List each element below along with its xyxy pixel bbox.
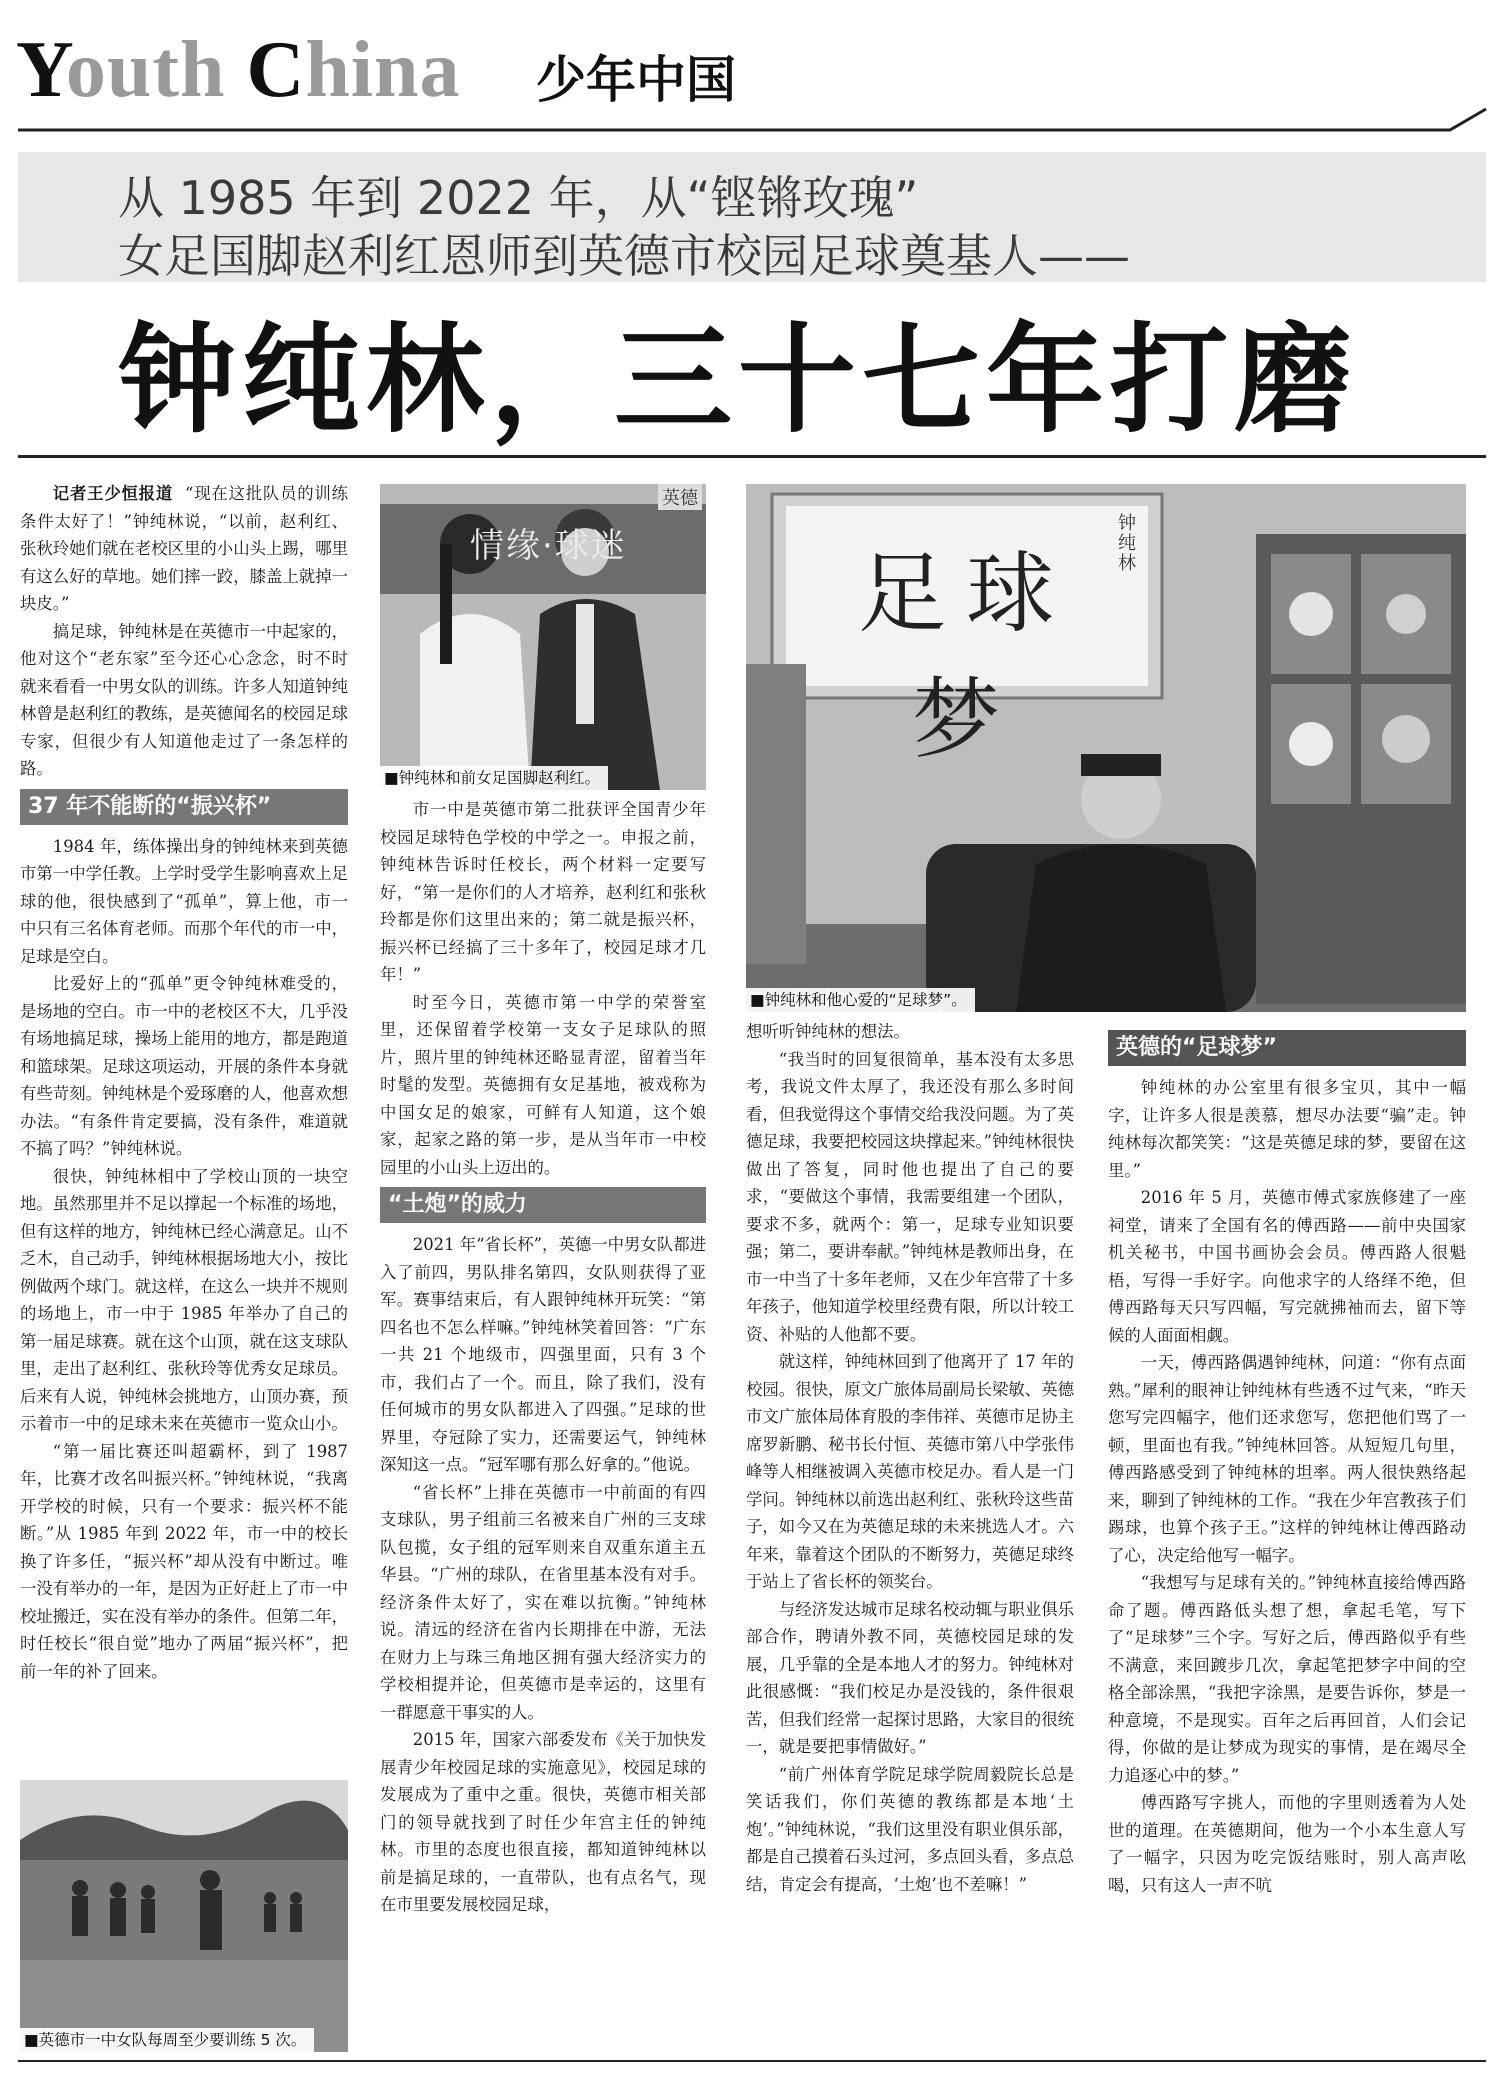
paragraph: 很快，钟纯林相中了学校山顶的一块空地。虽然那里并不足以撑起一个标准的场地，但有这样的地方，钟纯林已经心满意足。山不乏木，自己动手，钟纯林根据场地大小，按比例做两个球门。就这样，在这么一块并不规则的场地上，市一中于 1985 年举办了自己的第一届足球赛。就在这个山顶，就在这支球队里，走出了赵利红、张秋玲等优秀女足球员。后来有人说，钟纯林会挑地方，山顶办赛，预示着市一中的足球未来在英德市一览众山小。 xyxy=(20,1166,348,1433)
photo-caption: ■英德市一中女队每周至少要训练 5 次。 xyxy=(20,2028,314,2052)
photo-caption: ■钟纯林和前女足国脚赵利红。 xyxy=(380,766,608,790)
photo-backdrop-text: 情缘·球迷 xyxy=(470,526,627,566)
photo-office-calligraphy xyxy=(746,484,1466,1012)
paragraph: 2021 年“省长杯”，英德一中男女队都进入了前四，男队排名第四，女队则获得了亚军。赛事结束后，有人跟钟纯林开玩笑：“第四名也不怎么样嘛。”钟纯林笑着回答：“广东一共 21 个地级市，四强里面，只有 3 个市，我们占了一个。而且，除了我们，没有任何城市的男女队都进入了四强。”足球的世界里，夺冠除了实力，还需要运气，钟纯林深知这一点。“冠军哪有那么好拿的。”他说。 xyxy=(380,1235,706,1474)
masthead-word-hina: hina xyxy=(305,26,461,114)
paragraph: “我想写与足球有关的。”钟纯林直接给傅西路命了题。傅西路低头想了想，拿起毛笔，写下了“足球梦”三个字。写好之后，傅西路似乎有些不满意，来回踱步几次，拿起笔把梦字中间的空格全部涂黑，“我把字涂黑，是要告诉你，梦是一种意境，不是现实。百年之后再回首，人们会记得，你做的是让梦成为现实的事情，是在竭尽全力追逐心中的梦。” xyxy=(1108,1573,1466,1785)
paragraph: “我当时的回复很简单，基本没有太多思考，我说文件太厚了，我还没有那么多时间看，但我觉得这个事情交给我没问题。为了英德足球，我要把校园这块撑起来。”钟纯林很快做出了答复，同时他也提出了自己的要求，“要做这个事情，我需要组建一个团队，要求不多，就两个：第一，足球专业知识要强；第二，要讲奉献。”钟纯林是教师出身，在市一中当了十多年老师，又在少年宫带了十多年孩子，他知道学校里经费有限，所以计较工资、补贴的人他都不要。 xyxy=(746,1049,1074,1344)
section-heading: “土炮”的威力 xyxy=(380,1187,706,1223)
paragraph: 比爱好上的“孤单”更令钟纯林难受的，是场地的空白。市一中的老校区不大，几乎没有场地搞足球，操场上能用的地方，都是跑道和篮球架。足球这项运动，开展的条件本身就有些苛刻。钟纯林是个爱琢磨的人，他喜欢想办法。“有条件肯定要搞，没有条件，难道就不搞了吗？”钟纯林说。 xyxy=(20,974,348,1158)
masthead-title-cn: 少年中国 xyxy=(536,51,736,109)
headline: 钟纯林，三十七年打磨 xyxy=(118,311,1359,449)
paragraph: 1984 年，练体操出身的钟纯林来到英德市第一中学任教。上学时受学生影响喜欢上足球的他，很快感到了“孤单”，算上他，市一中只有三名体育老师。而那个年代的市一中，足球是空白。 xyxy=(20,836,348,966)
footer-rule xyxy=(18,2060,1486,2062)
article-column-2 xyxy=(380,796,706,1919)
paragraph xyxy=(20,480,348,618)
article-column-3 xyxy=(746,1018,1074,1898)
masthead-letter-y: Y xyxy=(16,26,66,114)
deck-line-1: 从 1985 年到 2022 年，从“铿锵玫瑰” xyxy=(118,171,919,225)
paragraph: “第一届比赛还叫超霸杯，到了 1987 年，比赛才改名叫振兴杯。”钟纯林说，“我离开学校的时候，只有一个要求：振兴杯不能断。”从 1985 年到 2022 年，市一中的校长换了许多任，“振兴杯”却从没有中断过。唯一没有举办的一年，是因为正好赶上了市一中校址搬迁，实在没有举办的条件。但第二年，时任校长“很自觉”地办了两届“振兴杯”，把前一年的补了回来。 xyxy=(20,1441,348,1681)
photo-with-zhao-lihong xyxy=(380,484,706,790)
paragraph: 2015 年，国家六部委发布《关于加快发展青少年校园足球的实施意见》，校园足球的发展成为了重中之重。很快，英德市相关部门的领导就找到了时任少年宫主任的钟纯林。市里的态度也很直接，都知道钟纯林以前是搞足球的，一直带队，也有点名气，现在市里要发展校园足球， xyxy=(380,1730,706,1914)
paragraph: 傅西路写字挑人，而他的字里则透着为人处世的道理。在英德期间，他为一个小本生意人写了一幅字，只因为吃完饭结账时，别人高声吆喝，只有这人一声不吭 xyxy=(1108,1793,1466,1895)
photo-corner-text: 英德 xyxy=(658,484,702,510)
paragraph: 2016 年 5 月，英德市傅式家族修建了一座祠堂，请来了全国有名的傅西路——前中央国家机关秘书，中国书画协会会员。傅西路人很魁梧，写得一手好字。向他求字的人络绎不绝，但傅西路每天只写四幅，写完就拂袖而去，留下等候的人面面相觑。 xyxy=(1108,1188,1466,1345)
byline: 记者王少恒报道 xyxy=(52,484,174,503)
calligraphy-text: 足球梦 xyxy=(857,542,1074,771)
paragraph: 市一中是英德市第二批获评全国青少年校园足球特色学校的中学之一。申报之前，钟纯林告诉时任校长，两个材料一定要写好，“第一是你们的人才培养，赵利红和张秋玲都是你们这里出来的；第二就是振兴杯，振兴杯已经搞了三十多年了，校园足球才几年！” xyxy=(380,800,706,984)
paragraph: 与经济发达城市足球名校动辄与职业俱乐部合作，聘请外教不同，英德校园足球的发展，几乎靠的全是本地人才的努力。钟纯林对此很感慨：“我们校足办是没钱的，条件很艰苦，但我们经常一起探讨思路，大家目的很统一，就是要把事情做好。” xyxy=(746,1599,1074,1756)
paragraph-text: “现在这批队员的训练条件太好了！”钟纯林说，“以前，赵利红、张秋玲她们就在老校区里的小山头上踢，哪里有这么好的草地。她们摔一跤，膝盖上就掉一块皮。” xyxy=(20,484,348,613)
photo-team-training xyxy=(20,1780,348,2052)
section-heading: 37 年不能断的“振兴杯” xyxy=(20,789,348,825)
deck-line-2: 女足国脚赵利红恩师到英德市校园足球奠基人—— xyxy=(118,229,1130,283)
paragraph: 钟纯林的办公室里有很多宝贝，其中一幅字，让许多人很是羡慕，想尽办法要“骗”走。钟纯林每次都笑笑：“这是英德足球的梦，要留在这里。” xyxy=(1108,1078,1466,1180)
paragraph: 想听听钟纯林的想法。 xyxy=(746,1022,910,1041)
section-heading: 英德的“足球梦” xyxy=(1108,1030,1466,1066)
masthead-word-outh: outh xyxy=(65,26,226,114)
paragraph: 就这样，钟纯林回到了他离开了 17 年的校园。很快，原文广旅体局副局长梁敏、英德市文广旅体局体育股的李伟祥、英德市足协主席罗新鹏、秘书长付恒、英德市第八中学张伟峰等人相继被调入英德市校足办。看人是一门学问。钟纯林以前选出赵利红、张秋玲这些苗子，如今又在为英德足球的未来挑选人才。六年来，靠着这个团队的不断努力，英德足球终于站上了省长杯的领奖台。 xyxy=(746,1352,1074,1591)
photo-caption: ■钟纯林和他心爱的“足球梦”。 xyxy=(746,988,975,1012)
paragraph: “前广州体育学院足球学院周毅院长总是笑话我们，你们英德的教练都是本地‘土炮’。”钟纯林说，“我们这里没有职业俱乐部，都是自己摸着石头过河，多点回头看，多点总结，肯定会有提高，‘土炮’也不差嘛！” xyxy=(746,1764,1074,1894)
article-column-4 xyxy=(1108,1030,1466,1899)
paragraph: 时至今日，英德市第一中学的荣誉室里，还保留着学校第一支女子足球队的照片，照片里的钟纯林还略显青涩，留着当年时髦的发型。英德拥有女足基地，被戏称为中国女足的娘家，可鲜有人知道，这个娘家，起家之路的第一步，是从当年市一中校园里的小山头上迈出的。 xyxy=(380,992,706,1177)
masthead-rule xyxy=(0,95,1500,135)
article-column-1 xyxy=(20,480,348,1685)
headline-rule xyxy=(18,455,1486,458)
training-photo-image xyxy=(20,1780,348,2052)
paragraph: 搞足球，钟纯林是在英德市一中起家的，他对这个“老东家”至今还心心念念，时不时就来看看一中男女队的训练。许多人知道钟纯林曾是赵利红的教练，是英德闻名的校园足球专家，但很少有人知道他走过了一条怎样的路。 xyxy=(20,621,348,778)
paragraph: “省长杯”上排在英德市一中前面的有四支球队，男子组前三名被来自广州的三支球队包揽，女子组的冠军则来自双重东道主五华县。“广州的球队，在省里基本没有对手。经济条件太好了，实在难以抗衡。”钟纯林说。清远的经济在省内长期排在中游，无法在财力上与珠三角地区拥有强大经济实力的学校相提并论，但英德市是幸运的，这里有一群愿意干事实的人。 xyxy=(380,1482,706,1722)
masthead-letter-c: C xyxy=(246,26,306,114)
paragraph: 一天，傅西路偶遇钟纯林，问道：“你有点面熟。”犀利的眼神让钟纯林有些透不过气来，“昨天您写完四幅字，他们还求您写，您把他们骂了一顿，里面也有我。”钟纯林回答。从短短几句里，傅西路感受到了钟纯林的坦率。两人很快熟络起来，聊到了钟纯林的工作。“我在少年宫教孩子们踢球，也算个孩子王。”这样的钟纯林让傅西路动了心，决定给他写一幅字。 xyxy=(1108,1353,1466,1565)
deck-band xyxy=(18,152,1486,282)
calligraphy-signature: 钟纯林 xyxy=(1118,513,1136,574)
